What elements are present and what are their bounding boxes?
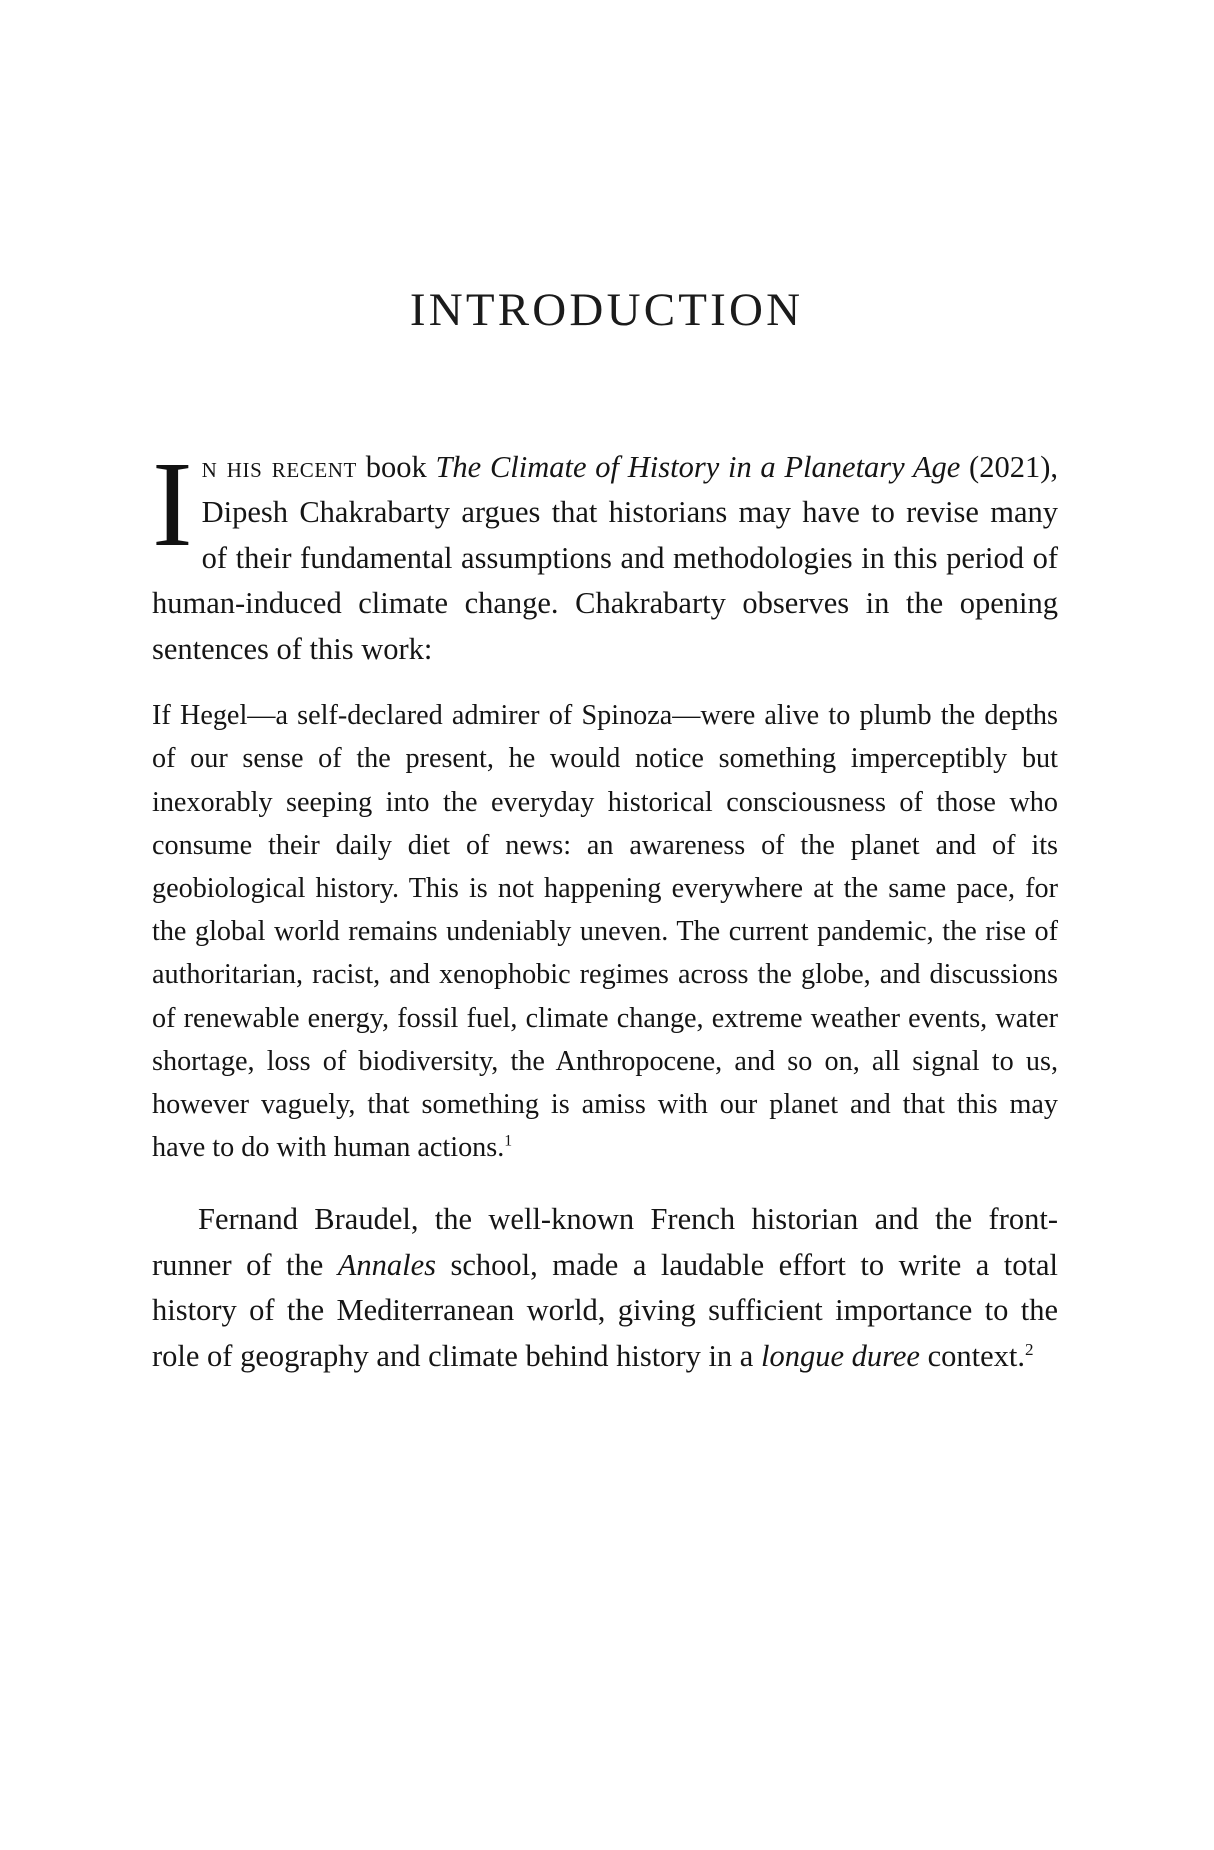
block-quote-paragraph [152,694,1058,1169]
drop-cap-letter: I [152,436,193,572]
opening-text-after-title: (2021), Dipesh Chakrabarty argues that historians may have to revise many of their fundamental assumptions and methodologies in this period of human-induced climate change. Chakrabarty observes in the opening sentences of this work: [152,449,1058,666]
page-content-column [152,0,1058,1379]
block-quote-text: If Hegel—a self-declared admirer of Spinoza—were alive to plumb the depths of our sense of the present, he would notice something imperceptibly but inexorably seeping into the everyday historical consciousness of those who consume their daily diet of news: an awareness of the planet and of its geobiological history. This is not happening everywhere at the same pace, for the global world remains undeniably uneven. The current pandemic, the rise of authoritarian, racist, and xenophobic regimes across the globe, and discussions of renewable energy, fossil fuel, climate change, extreme weather events, water shortage, loss of biodiversity, the Anthropocene, and so on, all signal to us, however vaguely, that something is amiss with our planet and that this may have to do with human actions. [152,700,1058,1164]
closing-text-part-2: school, made a laudable effort to write a total history of the Mediterranean world, giving sufficient importance to the role of geography and climate behind history in a [152,1247,1058,1373]
closing-text-part-1: Fernand Braudel, the well-known French historian and the front-runner of the [152,1202,1058,1282]
closing-text-part-3: context. [919,1338,1025,1373]
footnote-marker-2: 2 [1024,1339,1034,1359]
book-title-italic: The Climate of History in a Planetary Age [435,449,961,484]
page-title: INTRODUCTION [409,284,804,336]
closing-paragraph [152,1197,1058,1379]
annales-italic: Annales [337,1247,437,1282]
opening-paragraph [152,436,1058,673]
longue-duree-italic: longue duree [760,1338,920,1373]
small-caps-lead-in: n his recent [201,449,357,484]
block-quote [152,672,1058,1169]
opening-text-before-title: book [356,449,436,484]
footnote-marker-1: 1 [504,1132,513,1150]
